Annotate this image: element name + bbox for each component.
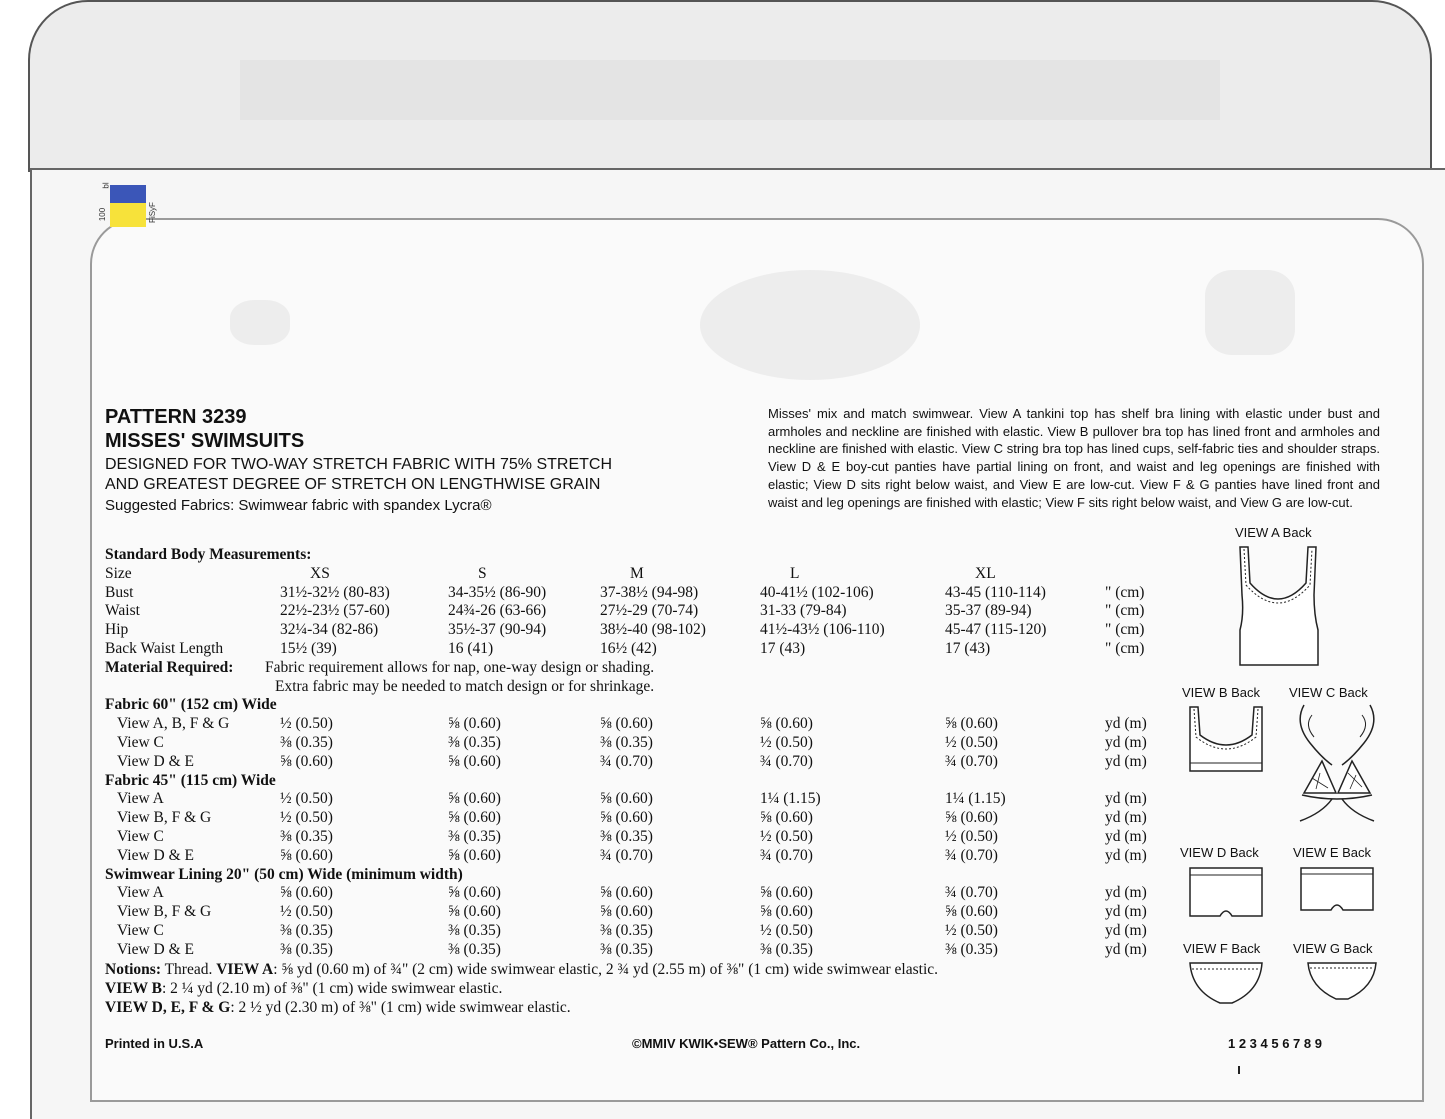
yardage-value: ⅝ (0.60) <box>760 715 813 733</box>
panty-g-drawing <box>1304 961 1380 1003</box>
pattern-name: MISSES' SWIMSUITS <box>105 430 305 452</box>
measurement-value: 41½-43½ (106-110) <box>760 621 885 639</box>
yardage-value: ⅜ (0.35) <box>280 828 333 845</box>
measurement-value: 16 (41) <box>448 640 494 657</box>
yardage-value: ⅜ (0.35) <box>448 828 501 845</box>
suggested-fabrics: Suggested Fabrics: Swimwear fabric with spandex Lycra® <box>105 497 492 514</box>
unit-label: yd (m) <box>1105 922 1147 939</box>
measurement-value: 32¼-34 (82-86) <box>280 621 379 639</box>
yardage-value: ⅝ (0.60) <box>280 884 333 902</box>
yardage-value: ½ (0.50) <box>280 903 333 921</box>
yardage-value: ⅝ (0.60) <box>760 809 813 827</box>
measurement-label: Hip <box>105 621 129 639</box>
measurement-label: Back Waist Length <box>105 640 224 657</box>
yardage-value: ⅝ (0.60) <box>280 752 333 770</box>
view-label: View B, F & G <box>117 809 212 827</box>
yardage-value: ½ (0.50) <box>280 809 333 827</box>
view-c-label: VIEW C Back <box>1289 685 1368 700</box>
yardage-value: ⅝ (0.60) <box>280 846 333 864</box>
unit-label: " (cm) <box>1105 640 1145 657</box>
size-header: XL <box>975 564 996 582</box>
yardage-value: 1¼ (1.15) <box>945 790 1006 808</box>
measurement-value: 31-33 (79-84) <box>760 602 847 620</box>
notions-view: VIEW A <box>216 961 274 978</box>
yardage-value: ⅜ (0.35) <box>945 940 998 958</box>
measurement-value: 45-47 (115-120) <box>945 621 1047 639</box>
notions-text: : 2 ½ yd (2.30 m) of ⅜" (1 cm) wide swimwear elastic. <box>230 999 571 1016</box>
notions-text: : ⅝ yd (0.60 m) of ¾" (2 cm) wide swimwear elastic, 2 ¾ yd (2.55 m) of ⅜" (1 cm) wide swimwear elastic. <box>273 961 939 978</box>
measurement-value: 22½-23½ (57-60) <box>280 602 390 620</box>
yardage-value: ½ (0.50) <box>760 734 813 751</box>
yardage-value: ⅜ (0.35) <box>600 922 653 939</box>
material-text: Fabric requirement allows for nap, one-way design or shading. <box>265 658 655 676</box>
yardage-value: 1¼ (1.15) <box>760 790 821 808</box>
yardage-value: ⅜ (0.35) <box>600 940 653 958</box>
yardage-value: ¾ (0.70) <box>760 846 813 864</box>
unit-label: " (cm) <box>1105 583 1145 601</box>
view-label: View D & E <box>117 846 194 864</box>
yardage-value: ¾ (0.70) <box>945 752 998 770</box>
view-label: View C <box>117 828 164 845</box>
boy-cut-panty-e-drawing <box>1297 866 1377 916</box>
unit-label: " (cm) <box>1105 621 1145 639</box>
measurements-heading: Standard Body Measurements: <box>105 546 312 563</box>
view-label: View D & E <box>117 752 194 770</box>
yardage-value: ½ (0.50) <box>760 828 813 845</box>
fabric-note: AND GREATEST DEGREE OF STRETCH ON LENGTHWISE GRAIN <box>105 476 601 493</box>
yardage-value: ½ (0.50) <box>945 734 998 751</box>
size-label: Size <box>105 564 132 582</box>
string-bra-back-drawing <box>1292 703 1382 828</box>
printed-in: Printed in U.S.A <box>105 1036 204 1051</box>
measurement-label: Waist <box>105 602 140 620</box>
measurement-value: 38½-40 (98-102) <box>600 621 706 639</box>
paper-stain <box>700 270 920 380</box>
yardage-value: ⅝ (0.60) <box>448 884 501 902</box>
size-header: S <box>478 564 487 582</box>
yardage-value: ⅝ (0.60) <box>760 903 813 921</box>
yardage-value: ⅝ (0.60) <box>448 903 501 921</box>
paper-stain <box>1205 270 1295 355</box>
yardage-value: ⅜ (0.35) <box>448 940 501 958</box>
yardage-value: ⅝ (0.60) <box>600 884 653 902</box>
unit-label: yd (m) <box>1105 809 1147 827</box>
measurement-value: 17 (43) <box>760 640 806 657</box>
flap-shadow <box>240 60 1220 120</box>
view-label: View A <box>117 790 164 808</box>
yardage-value: ⅝ (0.60) <box>945 715 998 733</box>
view-g-label: VIEW G Back <box>1293 941 1373 956</box>
material-label: Material Required: <box>105 658 234 676</box>
tick-mark <box>1238 1066 1240 1074</box>
yardage-value: ⅝ (0.60) <box>945 903 998 921</box>
pattern-number: PATTERN 3239 <box>105 406 247 428</box>
yardage-value: ½ (0.50) <box>760 922 813 939</box>
measurement-value: 17 (43) <box>945 640 991 657</box>
size-header: L <box>790 564 800 582</box>
view-label: View B, F & G <box>117 903 212 921</box>
measurement-value: 31½-32½ (80-83) <box>280 583 390 601</box>
yardage-value: ⅜ (0.35) <box>760 940 813 958</box>
yardage-value: ⅝ (0.60) <box>945 809 998 827</box>
yardage-value: ⅝ (0.60) <box>600 903 653 921</box>
measurement-label: Bust <box>105 583 134 601</box>
yardage-value: ⅝ (0.60) <box>448 846 501 864</box>
paper-stain <box>230 300 290 345</box>
panty-f-drawing <box>1186 961 1266 1006</box>
yardage-value: ¾ (0.70) <box>945 884 998 902</box>
yardage-value: ¾ (0.70) <box>760 752 813 770</box>
bra-top-back-drawing <box>1186 705 1266 775</box>
unit-label: yd (m) <box>1105 715 1147 733</box>
yardage-value: ½ (0.50) <box>280 790 333 808</box>
view-label: View A, B, F & G <box>117 715 230 733</box>
yardage-value: ⅝ (0.60) <box>600 809 653 827</box>
yardage-value: ⅜ (0.35) <box>448 922 501 939</box>
view-e-label: VIEW E Back <box>1293 845 1372 860</box>
yardage-value: ⅝ (0.60) <box>448 809 501 827</box>
unit-label: yd (m) <box>1105 884 1147 902</box>
measurement-value: 37-38½ (94-98) <box>600 583 699 601</box>
view-label: View D & E <box>117 940 194 958</box>
yardage-value: ⅜ (0.35) <box>600 734 653 751</box>
yardage-value: ⅝ (0.60) <box>448 715 501 733</box>
unit-label: " (cm) <box>1105 602 1145 620</box>
unit-label: yd (m) <box>1105 846 1147 864</box>
view-f-label: VIEW F Back <box>1183 941 1261 956</box>
color-bar-label: FiSyF <box>147 202 157 223</box>
measurement-value: 24¾-26 (63-66) <box>448 602 547 620</box>
unit-label: yd (m) <box>1105 903 1147 921</box>
notions-view: VIEW B <box>105 980 162 997</box>
unit-label: yd (m) <box>1105 752 1147 770</box>
section-heading: Fabric 60" (152 cm) Wide <box>105 696 277 714</box>
unit-label: yd (m) <box>1105 734 1147 751</box>
measurement-value: 34-35½ (86-90) <box>448 583 547 601</box>
notions-label: Notions: <box>105 961 161 978</box>
size-header: M <box>630 564 644 582</box>
copyright: ©MMIV KWIK•SEW® Pattern Co., Inc. <box>632 1036 861 1051</box>
notions-view: VIEW D, E, F & G <box>105 999 231 1016</box>
section-heading: Swimwear Lining 20" (50 cm) Wide (minimum width) <box>105 865 463 883</box>
yardage-value: ⅜ (0.35) <box>600 828 653 845</box>
color-bar-label: bl <box>101 182 111 189</box>
unit-label: yd (m) <box>1105 790 1147 808</box>
view-d-label: VIEW D Back <box>1180 845 1259 860</box>
color-bar-label: 100 <box>98 207 108 222</box>
notions-text: Thread. <box>160 961 217 978</box>
yardage-value: ⅜ (0.35) <box>280 922 333 939</box>
yardage-value: ⅝ (0.60) <box>448 752 501 770</box>
measurement-value: 27½-29 (70-74) <box>600 602 699 620</box>
print-numbers: 1 2 3 4 5 6 7 8 9 <box>1228 1036 1322 1051</box>
boy-cut-panty-d-drawing <box>1186 866 1266 921</box>
view-label: View A <box>117 884 164 902</box>
measurement-value: 35-37 (89-94) <box>945 602 1032 620</box>
tank-top-back-drawing <box>1228 545 1328 670</box>
yardage-value: ⅝ (0.60) <box>600 790 653 808</box>
unit-label: yd (m) <box>1105 828 1147 845</box>
view-label: View C <box>117 922 164 939</box>
measurement-value: 16½ (42) <box>600 640 657 657</box>
yardage-value: ⅝ (0.60) <box>448 790 501 808</box>
view-a-label: VIEW A Back <box>1235 525 1312 540</box>
yardage-value: ⅜ (0.35) <box>280 734 333 751</box>
section-heading: Fabric 45" (115 cm) Wide <box>105 771 276 789</box>
yardage-value: ¾ (0.70) <box>945 846 998 864</box>
measurement-value: 15½ (39) <box>280 640 337 657</box>
measurement-value: 40-41½ (102-106) <box>760 583 874 601</box>
measurement-value: 35½-37 (90-94) <box>448 621 547 639</box>
yardage-value: ⅝ (0.60) <box>600 715 653 733</box>
material-text: Extra fabric may be needed to match design or for shrinkage. <box>275 677 655 695</box>
yardage-value: ½ (0.50) <box>945 828 998 845</box>
measurement-value: 43-45 (110-114) <box>945 583 1046 601</box>
blue-swatch <box>110 185 146 203</box>
yardage-value: ⅜ (0.35) <box>280 940 333 958</box>
fabric-note: DESIGNED FOR TWO-WAY STRETCH FABRIC WITH 75% STRETCH <box>105 456 612 473</box>
yardage-value: ⅝ (0.60) <box>760 884 813 902</box>
yardage-value: ¾ (0.70) <box>600 752 653 770</box>
yardage-value: ¾ (0.70) <box>600 846 653 864</box>
yardage-value: ⅜ (0.35) <box>448 734 501 751</box>
pattern-description: Misses' mix and match swimwear. View A tankini top has shelf bra lining with elastic under bust and armholes and neckline are finished with elastic. View B pullover bra top has lined front and armholes and neckline are finished with elastic. View C string bra top has lined cups, self-fabric ties and shoulder straps. View D & E boy-cut panties have partial lining on front, and waist and leg openings are finished with elastic; View D sits right below waist, and View E are low-cut. View F & G panties have lined front and waist and leg openings are finished with elastic; View F sits right below waist, and View G are low-cut. <box>768 406 1380 510</box>
yardage-value: ½ (0.50) <box>945 922 998 939</box>
size-header: XS <box>310 564 330 582</box>
view-b-label: VIEW B Back <box>1182 685 1261 700</box>
unit-label: yd (m) <box>1105 940 1147 958</box>
notions-text: : 2 ¼ yd (2.10 m) of ⅜" (1 cm) wide swimwear elastic. <box>162 980 503 997</box>
yardage-value: ½ (0.50) <box>280 715 333 733</box>
view-label: View C <box>117 734 164 751</box>
color-swatch <box>110 185 146 227</box>
yellow-swatch <box>110 203 146 227</box>
